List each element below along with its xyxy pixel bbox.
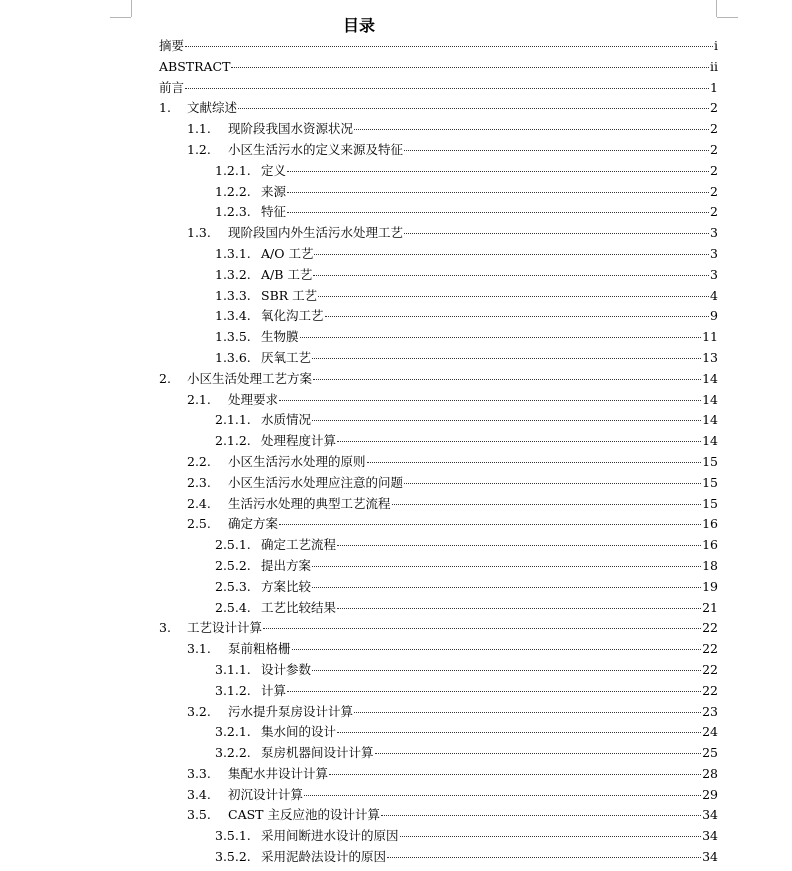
toc-entry-title: 确定工艺流程 <box>261 537 337 553</box>
toc-dot-leader <box>404 233 709 234</box>
toc-dot-leader <box>329 774 701 775</box>
toc-dot-leader <box>314 254 709 255</box>
toc-entry[interactable] <box>159 473 718 494</box>
toc-entry-number: 3.1. <box>187 641 211 657</box>
toc-dot-leader <box>337 608 701 609</box>
toc-entry-page: 23 <box>702 703 718 719</box>
toc-entry-title: 方案比较 <box>261 578 312 594</box>
toc-dot-leader <box>300 337 702 338</box>
toc-entry-page: 16 <box>702 516 718 532</box>
toc-entry-page: 13 <box>702 349 718 365</box>
toc-entry-page: 2 <box>710 183 718 199</box>
toc-dot-leader <box>185 88 709 89</box>
toc-entry-page: 2 <box>710 121 718 137</box>
toc-entry[interactable] <box>159 598 718 619</box>
toc-entry-title: A/B 工艺 <box>261 266 313 282</box>
toc-entry-number: 1. <box>159 100 171 116</box>
toc-entry-page: 14 <box>702 370 718 386</box>
toc-entry[interactable] <box>159 119 718 140</box>
toc-entry[interactable] <box>159 78 718 99</box>
toc-entry-page: 14 <box>702 433 718 449</box>
toc-entry[interactable] <box>159 140 718 161</box>
toc-entry-title: 小区生活污水的定义来源及特征 <box>228 141 404 157</box>
toc-entry-number: 3. <box>159 620 171 636</box>
toc-entry-title: 初沉设计计算 <box>228 786 304 802</box>
toc-entry-title: 前言 <box>159 79 185 95</box>
toc-entry-number: 1.1. <box>187 121 211 137</box>
toc-entry-title: 提出方案 <box>261 557 312 573</box>
toc-entry[interactable] <box>159 223 718 244</box>
toc-title <box>0 15 718 37</box>
toc-entry[interactable] <box>159 202 718 223</box>
toc-entry-page: 22 <box>702 620 718 636</box>
toc-dot-leader <box>404 150 709 151</box>
toc-entry[interactable] <box>159 244 718 265</box>
toc-entry-title: 污水提升泵房设计计算 <box>228 703 354 719</box>
toc-entry-page: 15 <box>702 495 718 511</box>
toc-entry-page: 2 <box>710 204 718 220</box>
toc-entry-title: SBR 工艺 <box>261 287 318 303</box>
toc-entry[interactable] <box>159 826 718 847</box>
toc-entry-page: 11 <box>702 329 718 345</box>
toc-entry-number: 2.5.2. <box>215 557 251 573</box>
toc-entry[interactable] <box>159 182 718 203</box>
toc-dot-leader <box>313 275 709 276</box>
toc-entry-page: 29 <box>702 786 718 802</box>
toc-entry[interactable] <box>159 161 718 182</box>
toc-dot-leader <box>354 712 701 713</box>
toc-entry-number: 2.5.4. <box>215 599 251 615</box>
toc-entry[interactable] <box>159 431 718 452</box>
toc-entry[interactable] <box>159 577 718 598</box>
toc-entry-page: 1 <box>710 79 718 95</box>
toc-dot-leader <box>312 670 701 671</box>
toc-entry-title: 采用泥龄法设计的原因 <box>261 849 387 865</box>
toc-entry-title: 现阶段国内外生活污水处理工艺 <box>228 225 404 241</box>
toc-entry-number: 2. <box>159 370 171 386</box>
toc-entry-title: 特征 <box>261 204 287 220</box>
toc-entry-title: 采用间断进水设计的原因 <box>261 828 399 844</box>
toc-entry-page: 24 <box>702 724 718 740</box>
toc-entry-title: 确定方案 <box>228 516 279 532</box>
toc-entry-page: 3 <box>710 266 718 282</box>
toc-entry-number: 3.1.1. <box>215 661 251 677</box>
toc-entry-page: 14 <box>702 412 718 428</box>
toc-entry-title: 小区生活污水处理的原则 <box>228 453 366 469</box>
toc-entry-page: 18 <box>702 557 718 573</box>
toc-entry[interactable] <box>159 286 718 307</box>
toc-dot-leader <box>400 836 702 837</box>
toc-entry-page: 15 <box>702 474 718 490</box>
toc-entry-number: 3.5. <box>187 807 211 823</box>
toc-entry[interactable] <box>159 764 718 785</box>
toc-entry-title: 厌氧工艺 <box>261 349 312 365</box>
toc-entry-number: 2.3. <box>187 474 211 490</box>
toc-dot-leader <box>185 46 713 47</box>
toc-dot-leader <box>392 504 702 505</box>
toc-entry[interactable] <box>159 805 718 826</box>
toc-entry-page: i <box>714 38 718 53</box>
toc-entry-number: 1.3.2. <box>215 266 251 282</box>
toc-entry[interactable] <box>159 265 718 286</box>
toc-entry-title: 泵房机器间设计计算 <box>261 745 374 761</box>
toc-entry[interactable] <box>159 556 718 577</box>
toc-dot-leader <box>304 795 701 796</box>
toc-entry-number: 3.1.2. <box>215 682 251 698</box>
toc-entry[interactable] <box>159 514 718 535</box>
toc-entry[interactable] <box>159 618 718 639</box>
toc-entry-title: 集水间的设计 <box>261 724 337 740</box>
toc-entry-number: 2.5.1. <box>215 537 251 553</box>
toc-dot-leader <box>375 753 702 754</box>
toc-dot-leader <box>354 129 709 130</box>
toc-dot-leader <box>287 212 709 213</box>
toc-entry-page: ii <box>710 58 718 74</box>
toc-dot-leader <box>337 545 701 546</box>
toc-entry-number: 3.4. <box>187 786 211 802</box>
toc-entry-number: 2.2. <box>187 453 211 469</box>
toc-entry-page: 2 <box>710 162 718 178</box>
toc-dot-leader <box>318 296 709 297</box>
toc-entry-number: 1.3. <box>187 225 211 241</box>
toc-entry-page: 4 <box>710 287 718 303</box>
toc-dot-leader <box>238 108 709 109</box>
toc-entry-number: 1.2.3. <box>215 204 251 220</box>
toc-entry-title: 小区生活处理工艺方案 <box>187 370 313 386</box>
toc-dot-leader <box>231 67 709 68</box>
toc-entry[interactable] <box>159 452 718 473</box>
toc-dot-leader <box>287 171 709 172</box>
crop-mark-top-right <box>717 17 738 18</box>
toc-dot-leader <box>313 379 701 380</box>
toc-entry[interactable] <box>159 722 718 743</box>
toc-entry-title: 处理程度计算 <box>261 433 337 449</box>
toc-entry-page: 34 <box>702 807 718 823</box>
toc-entry-page: 21 <box>702 599 718 615</box>
toc-entry[interactable] <box>159 743 718 764</box>
toc-entry-title: 来源 <box>261 183 287 199</box>
toc-entry[interactable] <box>159 410 718 431</box>
toc-entry[interactable] <box>159 660 718 681</box>
toc-entry-title: 小区生活污水处理应注意的问题 <box>228 474 404 490</box>
toc-entry-page: 19 <box>702 578 718 594</box>
toc-dot-leader <box>381 815 701 816</box>
toc-entry-page: 34 <box>702 828 718 844</box>
toc-entry[interactable] <box>159 98 718 119</box>
toc-entry-number: 2.1.1. <box>215 412 251 428</box>
toc-entry[interactable] <box>159 327 718 348</box>
toc-entry-page: 28 <box>702 765 718 781</box>
toc-entry-number: 3.2. <box>187 703 211 719</box>
table-of-contents <box>159 36 718 868</box>
toc-dot-leader <box>287 691 701 692</box>
toc-entry[interactable] <box>159 785 718 806</box>
toc-dot-leader <box>263 628 701 629</box>
toc-entry-title: 生活污水处理的典型工艺流程 <box>228 495 391 511</box>
toc-dot-leader <box>312 566 701 567</box>
toc-entry-page: 15 <box>702 453 718 469</box>
toc-entry-number: 2.5.3. <box>215 578 251 594</box>
toc-entry-number: 3.2.1. <box>215 724 251 740</box>
toc-entry-number: 1.3.3. <box>215 287 251 303</box>
toc-entry-page: 14 <box>702 391 718 407</box>
toc-entry-number: 2.4. <box>187 495 211 511</box>
toc-entry-page: 9 <box>710 308 718 324</box>
toc-entry[interactable] <box>159 702 718 723</box>
toc-dot-leader <box>312 358 701 359</box>
toc-entry[interactable] <box>159 390 718 411</box>
toc-dot-leader <box>279 524 701 525</box>
toc-entry-title: 水质情况 <box>261 412 312 428</box>
toc-entry[interactable] <box>159 847 718 868</box>
toc-dot-leader <box>387 857 701 858</box>
toc-entry-title: 集配水井设计计算 <box>228 765 329 781</box>
toc-dot-leader <box>325 316 710 317</box>
toc-entry-number: 2.5. <box>187 516 211 532</box>
toc-dot-leader <box>287 192 709 193</box>
toc-entry-page: 25 <box>702 745 718 761</box>
toc-entry-title: 现阶段我国水资源状况 <box>228 121 354 137</box>
toc-entry-page: 3 <box>710 245 718 261</box>
toc-dot-leader <box>337 441 701 442</box>
toc-entry-title: A/O 工艺 <box>261 245 314 261</box>
toc-dot-leader <box>367 462 702 463</box>
toc-entry-page: 16 <box>702 537 718 553</box>
toc-entry-page: 2 <box>710 141 718 157</box>
toc-entry[interactable] <box>159 535 718 556</box>
toc-entry-number: 2.1. <box>187 391 211 407</box>
toc-entry[interactable] <box>159 494 718 515</box>
toc-entry[interactable] <box>159 369 718 390</box>
toc-entry[interactable] <box>159 639 718 660</box>
toc-entry[interactable] <box>159 306 718 327</box>
toc-dot-leader <box>312 420 701 421</box>
toc-entry-number: 3.2.2. <box>215 745 251 761</box>
toc-entry-number: 1.2.1. <box>215 162 251 178</box>
toc-entry[interactable] <box>159 57 718 78</box>
toc-entry-title: 氧化沟工艺 <box>261 308 324 324</box>
toc-entry-title: 定义 <box>261 162 287 178</box>
toc-entry-number: 1.3.5. <box>215 329 251 345</box>
toc-entry-page: 22 <box>702 682 718 698</box>
toc-entry-title: 泵前粗格栅 <box>228 641 291 657</box>
toc-entry-number: 1.2. <box>187 141 211 157</box>
toc-entry-title: 设计参数 <box>261 661 312 677</box>
toc-entry-title: 工艺比较结果 <box>261 599 337 615</box>
toc-entry-title: ABSTRACT <box>159 58 231 74</box>
toc-entry-number: 1.3.1. <box>215 245 251 261</box>
toc-entry[interactable] <box>159 681 718 702</box>
toc-entry-number: 3.3. <box>187 765 211 781</box>
toc-entry-number: 1.3.6. <box>215 349 251 365</box>
toc-entry-title: CAST 主反应池的设计计算 <box>228 807 380 823</box>
toc-dot-leader <box>404 483 701 484</box>
toc-entry-page: 2 <box>710 100 718 116</box>
toc-entry-page: 22 <box>702 661 718 677</box>
toc-entry-title: 计算 <box>261 682 287 698</box>
toc-entry-number: 1.2.2. <box>215 183 251 199</box>
toc-entry-number: 2.1.2. <box>215 433 251 449</box>
toc-dot-leader <box>279 400 701 401</box>
toc-entry-page: 3 <box>710 225 718 241</box>
toc-entry-number: 3.5.2. <box>215 849 251 865</box>
toc-entry[interactable] <box>159 36 718 57</box>
toc-dot-leader <box>312 587 701 588</box>
toc-dot-leader <box>292 649 702 650</box>
toc-entry-number: 1.3.4. <box>215 308 251 324</box>
toc-entry-page: 22 <box>702 641 718 657</box>
toc-entry-title: 处理要求 <box>228 391 279 407</box>
toc-entry-title: 工艺设计计算 <box>187 620 263 636</box>
toc-entry-title: 生物膜 <box>261 329 299 345</box>
toc-entry-title: 摘要 <box>159 38 185 53</box>
toc-entry-page: 34 <box>702 849 718 865</box>
toc-title-text: 目录 <box>342 16 375 35</box>
toc-entry-number: 3.5.1. <box>215 828 251 844</box>
toc-entry[interactable] <box>159 348 718 369</box>
toc-entry-title: 文献综述 <box>187 100 238 116</box>
toc-dot-leader <box>337 732 701 733</box>
